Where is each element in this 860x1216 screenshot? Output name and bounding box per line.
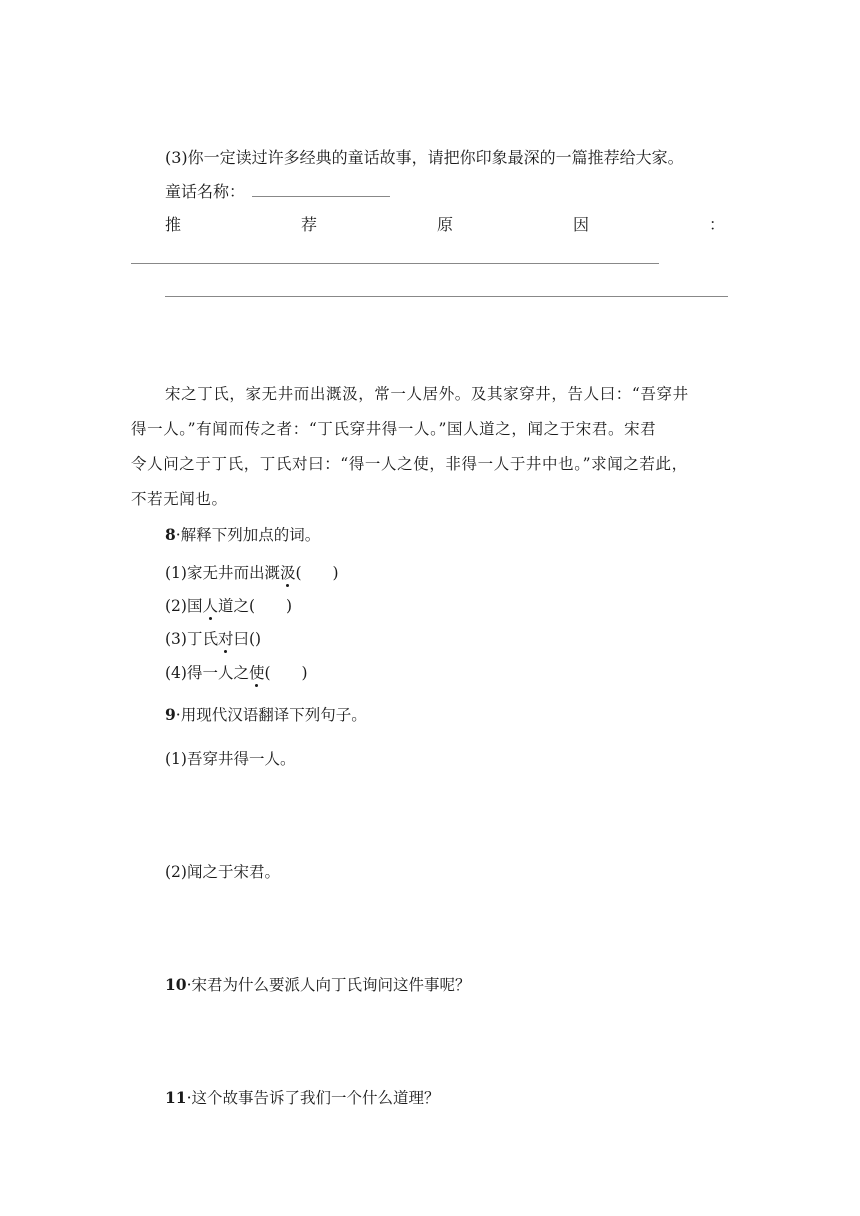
question-10 (165, 973, 471, 995)
q8-item-1 (165, 561, 339, 583)
question-text: ·这个故事告诉了我们一个什么道理？ (186, 1089, 440, 1107)
reason-char: 原 (436, 215, 453, 234)
item-text: (4)得一人之 (165, 664, 249, 682)
question-number: 10 (165, 975, 187, 994)
passage-line: 不若无闻也。 (131, 490, 228, 508)
fairy-tale-name-label: 童话名称： (165, 182, 246, 201)
dotted-word: 使 (249, 661, 265, 683)
passage-line: 宋之丁氏，家无井而出溉汲，常一人居外。及其家穿井，告人曰：“吾穿井 (165, 385, 689, 403)
q9-sentence-2: (2)闻之于宋君。 (165, 863, 280, 881)
recommend-reason-label (165, 212, 725, 235)
q9-sentence-1: (1)吾穿井得一人。 (165, 750, 296, 768)
classical-passage (131, 377, 729, 517)
question-number: 8 (165, 525, 176, 544)
dotted-word: 汲 (280, 561, 296, 583)
reason-char: ： (708, 215, 725, 234)
question-3-text: (3)你一定读过许多经典的童话故事，请把你印象最深的一篇推荐给大家。 (165, 148, 684, 167)
question-text: ·解释下列加点的词。 (175, 526, 321, 544)
reason-char: 因 (572, 215, 589, 234)
q8-item-4 (165, 661, 308, 683)
question-9 (165, 703, 367, 725)
item-text: (1)家无井而出溉 (165, 564, 280, 582)
dotted-word: 人 (202, 594, 218, 616)
question-text: ·用现代汉语翻译下列句子。 (175, 706, 367, 724)
passage-line: 令人问之于丁氏，丁氏对曰：“得一人之使，非得一人于井中也。”求闻之若此， (131, 455, 688, 473)
reason-blank-line-2[interactable] (165, 296, 728, 297)
q8-item-2 (165, 594, 292, 616)
question-number: 9 (165, 705, 176, 724)
question-8 (165, 523, 320, 545)
question-text: ·宋君为什么要派人向丁氏询问这件事呢？ (186, 976, 471, 994)
reason-blank-line-1[interactable] (131, 263, 659, 264)
fairy-tale-name-blank[interactable] (252, 196, 390, 197)
answer-parentheses[interactable]: ( ) (295, 564, 339, 582)
answer-parentheses[interactable]: ( ) (264, 664, 308, 682)
dotted-word: 对 (218, 627, 234, 649)
passage-line: 得一人。”有闻而传之者：“丁氏穿井得一人。”国人道之，闻之于宋君。宋君 (131, 420, 657, 438)
q8-item-3 (165, 627, 261, 649)
reason-char: 荐 (300, 215, 317, 234)
answer-parentheses[interactable]: 道之( ) (217, 597, 293, 615)
reason-char: 推 (165, 215, 182, 234)
answer-parentheses[interactable]: 曰() (233, 630, 262, 648)
question-number: 11 (165, 1088, 187, 1107)
item-text: (3)丁氏 (165, 630, 218, 648)
question-11 (165, 1086, 440, 1108)
item-text: (2)国 (165, 597, 203, 615)
